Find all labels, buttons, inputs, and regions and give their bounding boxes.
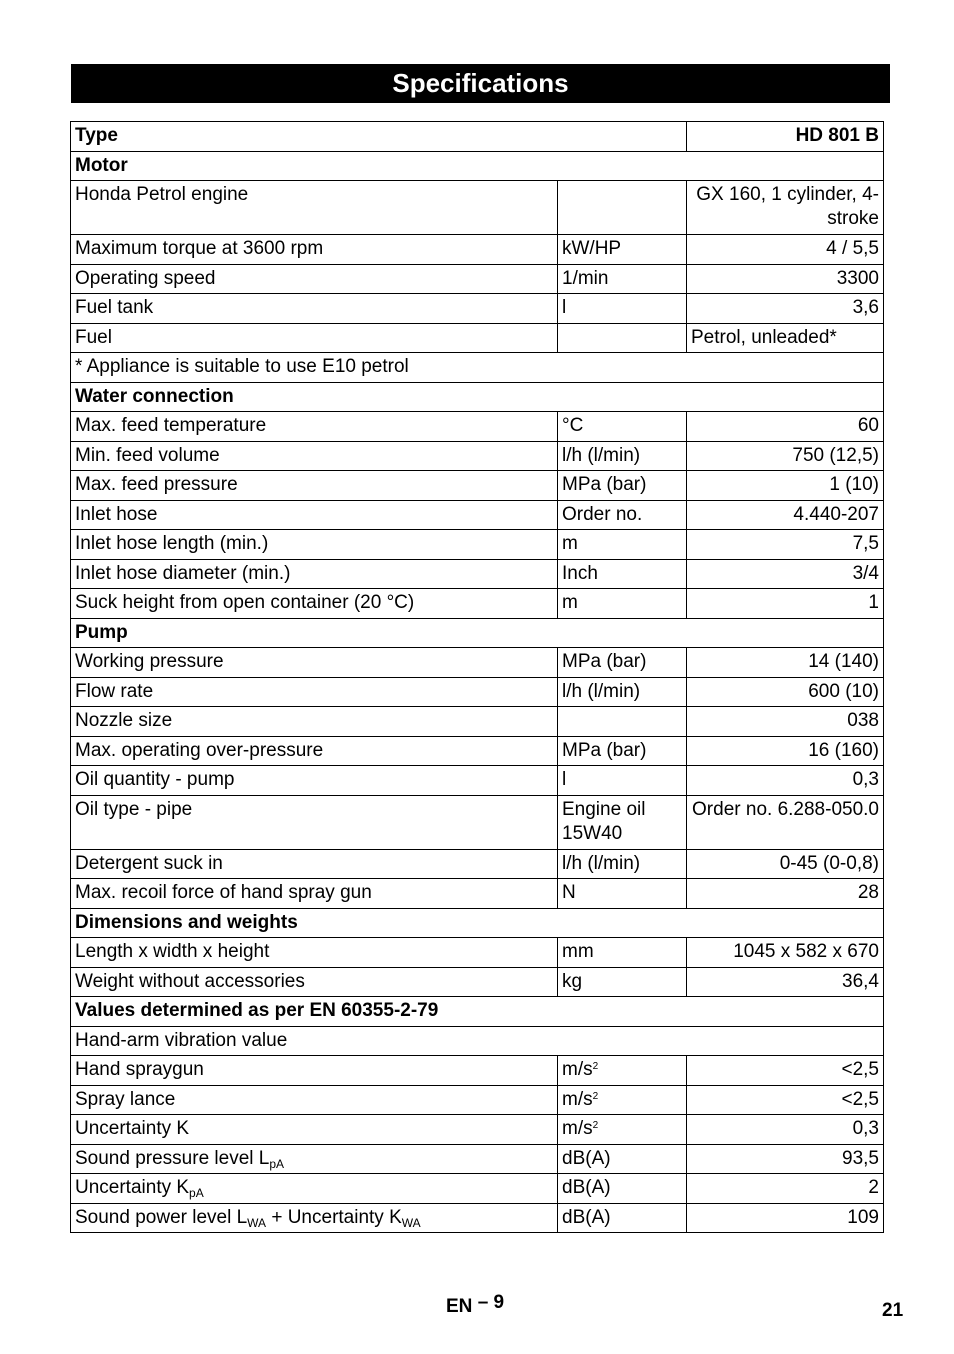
section-motor xyxy=(71,151,884,181)
row-value: 16 (160) xyxy=(687,736,884,766)
row-label xyxy=(71,1144,558,1174)
row-unit: 1/min xyxy=(558,264,687,294)
label-subscript: pA xyxy=(189,1186,204,1200)
table-row xyxy=(71,323,884,353)
table-row-type xyxy=(71,122,884,152)
table-row xyxy=(71,677,884,707)
table-row xyxy=(71,1144,884,1174)
row-value: 3300 xyxy=(687,264,884,294)
footer-section-page: – 9 xyxy=(477,1292,505,1313)
row-label: Length x width x height xyxy=(71,938,558,968)
row-label: Max. operating over-pressure xyxy=(71,736,558,766)
subheading: Hand-arm vibration value xyxy=(71,1026,884,1056)
section-heading: Values determined as per EN 60355-2-79 xyxy=(71,997,884,1027)
row-unit: MPa (bar) xyxy=(558,471,687,501)
section-heading: Motor xyxy=(71,151,884,181)
row-unit: MPa (bar) xyxy=(558,736,687,766)
row-unit: mm xyxy=(558,938,687,968)
table-row-subheading xyxy=(71,1026,884,1056)
table-row xyxy=(71,294,884,324)
row-label: Uncertainty K xyxy=(71,1115,558,1145)
row-label: Weight without accessories xyxy=(71,967,558,997)
row-value: 93,5 xyxy=(687,1144,884,1174)
page-title-bar xyxy=(71,64,890,103)
row-value: GX 160, 1 cylinder, 4-stroke xyxy=(687,181,884,235)
table-row xyxy=(71,1085,884,1115)
section-heading: Dimensions and weights xyxy=(71,908,884,938)
row-value: 14 (140) xyxy=(687,648,884,678)
label-subscript: WA xyxy=(401,1215,421,1230)
section-heading: Water connection xyxy=(71,382,884,412)
table-row xyxy=(71,707,884,737)
row-unit: l/h (l/min) xyxy=(558,677,687,707)
unit-text: m/s xyxy=(562,1118,593,1139)
unit-text: m/s xyxy=(562,1059,593,1080)
row-label: Inlet hose length (min.) xyxy=(71,530,558,560)
row-unit: Engine oil 15W40 xyxy=(558,795,687,849)
table-row xyxy=(71,736,884,766)
page-number: 21 xyxy=(882,1300,904,1321)
table-row xyxy=(71,589,884,619)
table-row xyxy=(71,441,884,471)
row-unit: m xyxy=(558,589,687,619)
table-row-note xyxy=(71,353,884,383)
specifications-table xyxy=(70,121,884,1233)
table-row xyxy=(71,795,884,849)
table-row xyxy=(71,264,884,294)
table-row xyxy=(71,849,884,879)
type-label: Type xyxy=(71,122,687,152)
table-row xyxy=(71,879,884,909)
row-value: <2,5 xyxy=(687,1085,884,1115)
label-text: Sound power level L xyxy=(75,1206,248,1228)
page-title: Specifications xyxy=(392,68,569,98)
row-label: Nozzle size xyxy=(71,707,558,737)
row-label: Suck height from open container (20 °C) xyxy=(71,589,558,619)
row-label: Working pressure xyxy=(71,648,558,678)
row-unit: m xyxy=(558,530,687,560)
table-row xyxy=(71,1115,884,1145)
row-unit xyxy=(558,707,687,737)
row-label: Fuel tank xyxy=(71,294,558,324)
row-unit: dB(A) xyxy=(558,1144,687,1174)
table-row xyxy=(71,648,884,678)
row-value: 0,3 xyxy=(687,1115,884,1145)
label-text: Uncertainty K xyxy=(75,1177,190,1198)
row-unit xyxy=(558,1056,687,1086)
row-value: 750 (12,5) xyxy=(687,441,884,471)
section-values xyxy=(71,997,884,1027)
row-label: Inlet hose xyxy=(71,500,558,530)
row-unit xyxy=(558,1085,687,1115)
row-unit: MPa (bar) xyxy=(558,648,687,678)
footnote: * Appliance is suitable to use E10 petrol xyxy=(71,353,884,383)
row-value: 2 xyxy=(687,1174,884,1204)
row-unit: Inch xyxy=(558,559,687,589)
row-unit: kg xyxy=(558,967,687,997)
row-value: 600 (10) xyxy=(687,677,884,707)
row-label: Oil type - pipe xyxy=(71,795,558,849)
row-label: Max. feed pressure xyxy=(71,471,558,501)
table-row xyxy=(71,1056,884,1086)
row-value: 0-45 (0-0,8) xyxy=(687,849,884,879)
table-row xyxy=(71,938,884,968)
row-unit: °C xyxy=(558,412,687,442)
row-label: Maximum torque at 3600 rpm xyxy=(71,235,558,265)
table-row xyxy=(71,967,884,997)
label-text: Sound pressure level L xyxy=(75,1147,270,1169)
row-label: Spray lance xyxy=(71,1085,558,1115)
label-text: + Uncertainty K xyxy=(266,1206,402,1228)
table-row xyxy=(71,1174,884,1204)
table-row xyxy=(71,181,884,235)
table-row xyxy=(71,471,884,501)
row-label: Inlet hose diameter (min.) xyxy=(71,559,558,589)
row-value: 3/4 xyxy=(687,559,884,589)
table-row xyxy=(71,235,884,265)
row-label: Honda Petrol engine xyxy=(71,181,558,235)
row-unit: kW/HP xyxy=(558,235,687,265)
section-heading: Pump xyxy=(71,618,884,648)
row-unit xyxy=(558,181,687,235)
row-value: 1 xyxy=(687,589,884,619)
row-label: Min. feed volume xyxy=(71,441,558,471)
row-value: Petrol, unleaded* xyxy=(687,323,884,353)
table-row xyxy=(71,559,884,589)
row-value: 28 xyxy=(687,879,884,909)
footer-language-page xyxy=(446,1292,505,1318)
row-label: Fuel xyxy=(71,323,558,353)
row-unit xyxy=(558,1115,687,1145)
row-unit: l xyxy=(558,294,687,324)
row-value: <2,5 xyxy=(687,1056,884,1086)
row-label xyxy=(71,1203,558,1233)
row-value: 1045 x 582 x 670 xyxy=(687,938,884,968)
unit-exponent: 2 xyxy=(592,1120,599,1131)
section-water-connection xyxy=(71,382,884,412)
row-unit: Order no. xyxy=(558,500,687,530)
row-unit: dB(A) xyxy=(558,1174,687,1204)
row-label: Max. recoil force of hand spray gun xyxy=(71,879,558,909)
row-value: 1 (10) xyxy=(687,471,884,501)
table-row xyxy=(71,530,884,560)
unit-exponent: 2 xyxy=(592,1090,599,1102)
row-unit: l xyxy=(558,766,687,796)
row-value: 109 xyxy=(687,1203,884,1233)
row-unit xyxy=(558,323,687,353)
row-label xyxy=(71,1174,558,1204)
table-row xyxy=(71,500,884,530)
row-value: 60 xyxy=(687,412,884,442)
row-unit: l/h (l/min) xyxy=(558,441,687,471)
label-subscript: WA xyxy=(247,1215,267,1230)
row-value: 4 / 5,5 xyxy=(687,235,884,265)
row-value: 7,5 xyxy=(687,530,884,560)
row-label: Hand spraygun xyxy=(71,1056,558,1086)
row-unit: l/h (l/min) xyxy=(558,849,687,879)
unit-exponent: 2 xyxy=(592,1061,599,1072)
section-dimensions xyxy=(71,908,884,938)
label-subscript: pA xyxy=(269,1156,285,1171)
row-unit: dB(A) xyxy=(558,1203,687,1233)
row-value: 36,4 xyxy=(687,967,884,997)
section-pump xyxy=(71,618,884,648)
row-value: 3,6 xyxy=(687,294,884,324)
footer-language: EN xyxy=(446,1296,473,1317)
row-label: Oil quantity - pump xyxy=(71,766,558,796)
row-unit: N xyxy=(558,879,687,909)
row-label: Operating speed xyxy=(71,264,558,294)
row-label: Flow rate xyxy=(71,677,558,707)
unit-text: m/s xyxy=(562,1088,593,1110)
table-row xyxy=(71,766,884,796)
row-value: 4.440-207 xyxy=(687,500,884,530)
model-name: HD 801 B xyxy=(687,122,884,152)
row-label: Detergent suck in xyxy=(71,849,558,879)
row-label: Max. feed temperature xyxy=(71,412,558,442)
row-value: 038 xyxy=(687,707,884,737)
row-value: Order no. 6.288-050.0 xyxy=(687,795,884,849)
row-value: 0,3 xyxy=(687,766,884,796)
table-row xyxy=(71,412,884,442)
table-row xyxy=(71,1203,884,1233)
